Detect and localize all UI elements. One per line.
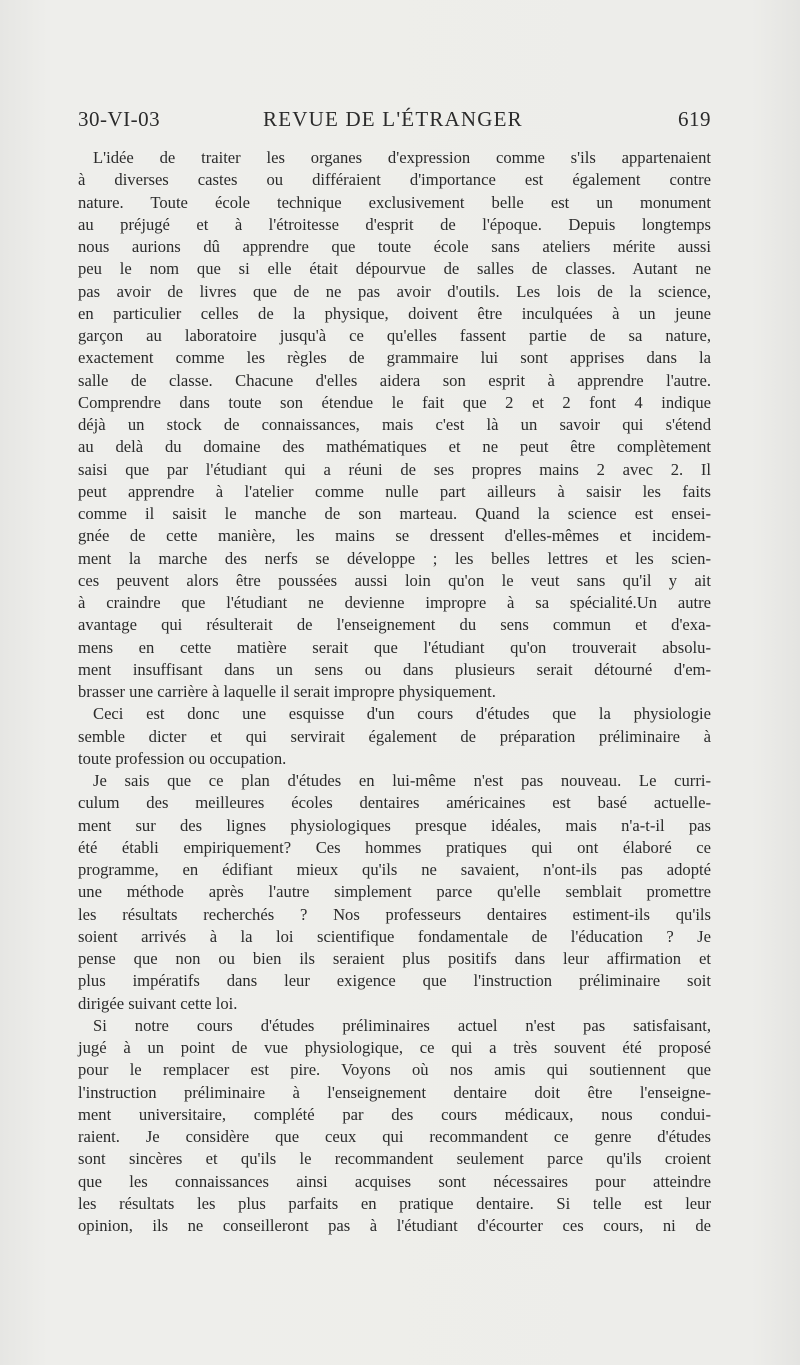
text-line: raient. Je considère que ceux qui recommandent ce genre d'études (78, 1127, 711, 1146)
text-line: Comprendre dans toute son étendue le fait que 2 et 2 font 4 indique (78, 392, 711, 412)
text-line: à craindre que l'étudiant ne devienne impropre à sa spécialité.Un autre (78, 593, 711, 612)
text-line: peut apprendre à l'atelier comme nulle part ailleurs à saisir les faits (78, 481, 711, 501)
text-line: nature. Toute école technique exclusivement belle est un monument (78, 192, 711, 212)
text-line: garçon au laboratoire jusqu'à ce qu'elles fassent partie de sa nature, (78, 326, 711, 345)
text-line: nous aurions dû apprendre que toute école sans ateliers mérite aussi (78, 237, 711, 256)
text-line: une méthode après l'autre simplement parce qu'elle semblait promettre (78, 882, 711, 902)
text-line: en particulier celles de la physique, doivent être inculquées à un jeune (78, 303, 711, 323)
text-line: brasser une carrière à laquelle il serait impropre physiquement. (78, 682, 496, 701)
text-line: ment sur des lignes physiologiques presque idéales, mais n'a-t-il pas (78, 815, 711, 835)
text-line: Je sais que ce plan d'études en lui-même n'est pas nouveau. Le curri- (93, 771, 711, 790)
header-journal-title: REVUE DE L'ÉTRANGER (263, 107, 523, 131)
text-line: à diverses castes ou différaient d'importance est également contre (78, 170, 711, 190)
text-line: dirigée suivant cette loi. (78, 993, 238, 1013)
text-line: opinion, ils ne conseilleront pas à l'étudiant d'écourter ces cours, ni de (78, 1216, 711, 1235)
text-line: pense que non ou bien ils seraient plus positifs dans leur affirmation et (78, 949, 711, 968)
text-line: plus impératifs dans leur exigence que l'instruction préliminaire soit (78, 971, 711, 991)
text-line: exactement comme les règles de grammaire lui sont apprises dans la (78, 348, 711, 368)
text-line: ment la marche des nerfs se développe ; les belles lettres et les scien- (78, 548, 711, 568)
text-line: avantage qui résulterait de l'enseignement du sens commun et d'exa- (78, 615, 711, 635)
text-line: ment insuffisant dans un sens ou dans plusieurs serait détourné d'em- (78, 659, 711, 679)
text-line: ment universitaire, complété par des cours médicaux, nous condui- (78, 1104, 711, 1124)
text-line: peu le nom que si elle était dépourvue de salles de classes. Autant ne (78, 259, 711, 279)
text-line: que les connaissances ainsi acquises sont nécessaires pour atteindre (78, 1171, 711, 1191)
text-line: au préjugé et à l'étroitesse d'esprit de l'époque. Depuis longtemps (78, 214, 711, 234)
text-line: déjà un stock de connaissances, mais c'est là un savoir qui s'étend (78, 415, 711, 434)
running-header (78, 107, 711, 141)
text-line: semble dicter et qui servirait également de préparation préliminaire à (78, 726, 711, 746)
text-line: les résultats les plus parfaits en pratique dentaire. Si telle est leur (78, 1193, 711, 1213)
text-line: Ceci est donc une esquisse d'un cours d'études que la physiologie (93, 704, 711, 724)
text-line: programme, en édifiant mieux qu'ils ne savaient, n'ont-ils pas adopté (78, 860, 711, 879)
text-line: salle de classe. Chacune d'elles aidera son esprit à apprendre l'autre. (78, 370, 711, 390)
text-line: ces peuvent alors être poussées aussi loin qu'on le veut sans qu'il y ait (78, 570, 711, 590)
text-line: Si notre cours d'études préliminaires actuel n'est pas satisfaisant, (93, 1015, 711, 1035)
header-date: 30-VI-03 (78, 107, 161, 131)
text-line: sont sincères et qu'ils le recommandent seulement parce qu'ils croient (78, 1149, 711, 1169)
text-line: jugé à un point de vue physiologique, ce qui a très souvent été proposé (78, 1038, 711, 1057)
text-line: pas avoir de livres que de ne pas avoir d'outils. Les lois de la science, (78, 281, 711, 301)
page-number: 619 (678, 107, 711, 131)
text-line: mens en cette matière serait que l'étudiant qu'on trouverait absolu- (78, 637, 711, 657)
text-line: toute profession ou occupation. (78, 748, 287, 768)
text-line: L'idée de traiter les organes d'expression comme s'ils appartenaient (93, 148, 711, 167)
text-line: été établi empiriquement? Ces hommes pratiques qui ont élaboré ce (78, 837, 711, 857)
text-line: culum des meilleures écoles dentaires américaines est basé actuelle- (78, 793, 711, 813)
text-line: comme il saisit le manche de son marteau. Quand la science est ensei- (78, 504, 711, 523)
text-line: au delà du domaine des mathématiques et ne peut être complètement (78, 437, 711, 457)
body-text (78, 147, 711, 1237)
text-line: saisi que par l'étudiant qui a réuni de ses propres mains 2 avec 2. Il (78, 459, 711, 479)
text-line: soient arrivés à la loi scientifique fondamentale de l'éducation ? Je (78, 926, 711, 946)
text-line: gnée de cette manière, les mains se dressent d'elles-mêmes et incidem- (78, 526, 711, 546)
text-line: pour le remplacer est pire. Voyons où nos amis qui soutiennent que (78, 1060, 711, 1080)
text-line: l'instruction préliminaire à l'enseignement dentaire doit être l'enseigne- (78, 1082, 711, 1102)
text-line: les résultats recherchés ? Nos professeurs dentaires estiment-ils qu'ils (78, 904, 711, 924)
